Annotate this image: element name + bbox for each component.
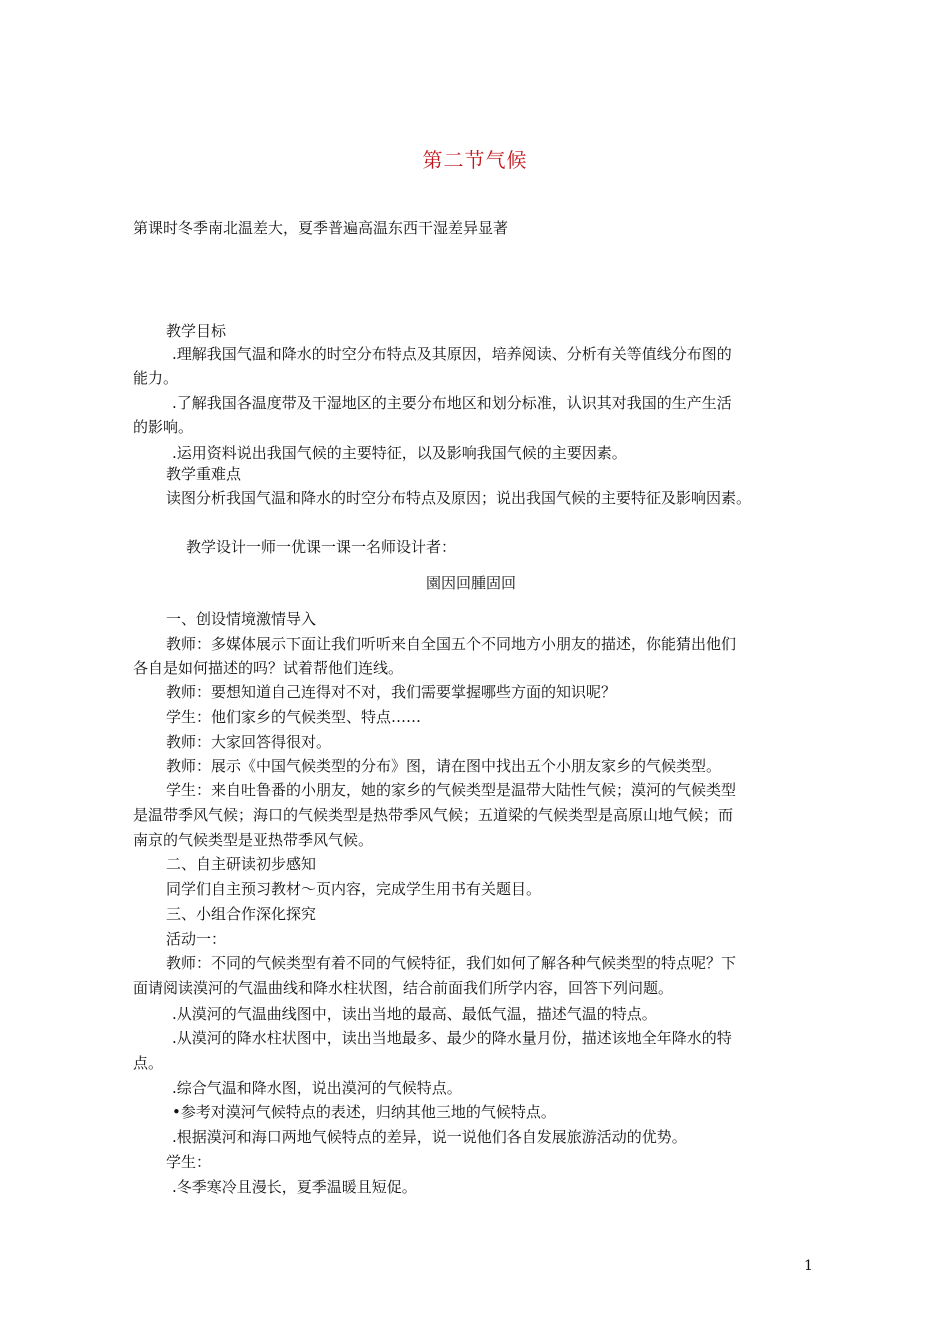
student-label: 学生： bbox=[166, 1153, 212, 1171]
document-title: 第二节气候 bbox=[422, 148, 528, 172]
question-2-line-1: .从漠河的降水柱状图中，读出当地最多、最少的降水量月份，描述该地全年降水的特 bbox=[172, 1029, 732, 1047]
paragraph-8-line-1: 教师：不同的气候类型有着不同的气候特征，我们如何了解各种气候类型的特点呢？下 bbox=[166, 954, 737, 972]
goal-1-line-1: .理解我国气温和降水的时空分布特点及其原因，培养阅读、分析有关等值线分布图的 bbox=[172, 345, 732, 363]
goal-1-line-2: 能力。 bbox=[133, 369, 179, 387]
paragraph-5: 教师：展示《中国气候类型的分布》图，请在图中找出五个小朋友家乡的气候类型。 bbox=[166, 757, 722, 775]
section-1-heading: 一、创设情境激情导入 bbox=[166, 610, 317, 628]
paragraph-4: 教师：大家回答得很对。 bbox=[166, 733, 332, 751]
goal-2-line-1: .了解我国各温度带及干湿地区的主要分布地区和划分标准，认识其对我国的生产生活 bbox=[172, 394, 732, 412]
section-2-heading: 二、自主研读初步感知 bbox=[166, 855, 317, 873]
question-2-line-2: 点。 bbox=[133, 1054, 164, 1072]
image-placeholder-text: 園因回腫固回 bbox=[426, 574, 517, 592]
goal-3: .运用资料说出我国气候的主要特征，以及影响我国气候的主要因素。 bbox=[172, 444, 627, 462]
goals-heading: 教学目标 bbox=[166, 322, 227, 340]
key-points-heading: 教学重难点 bbox=[166, 465, 242, 483]
paragraph-1-line-2: 各自是如何描述的吗？试着帮他们连线。 bbox=[133, 659, 404, 677]
lesson-subtitle: 第课时冬季南北温差大，夏季普遍高温东西干湿差异显著 bbox=[133, 219, 509, 237]
paragraph-1-line-1: 教师：多媒体展示下面让我们听听来自全国五个不同地方小朋友的描述，你能猜出他们 bbox=[166, 635, 737, 653]
goal-2-line-2: 的影响。 bbox=[133, 418, 194, 436]
question-4: •参考对漠河气候特点的表述，归纳其他三地的气候特点。 bbox=[172, 1103, 556, 1121]
paragraph-6-line-3: 南京的气候类型是亚热带季风气候。 bbox=[133, 831, 374, 849]
activity-1-label: 活动一： bbox=[166, 930, 227, 948]
paragraph-7: 同学们自主预习教材～页内容，完成学生用书有关题目。 bbox=[166, 880, 542, 898]
paragraph-2: 教师：要想知道自己连得对不对，我们需要掌握哪些方面的知识呢？ bbox=[166, 683, 617, 701]
paragraph-3: 学生：他们家乡的气候类型、特点…… bbox=[166, 708, 422, 726]
question-5: .根据漠河和海口两地气候特点的差异，说一说他们各自发展旅游活动的优势。 bbox=[172, 1128, 687, 1146]
question-1: .从漠河的气温曲线图中，读出当地的最高、最低气温，描述气温的特点。 bbox=[172, 1005, 657, 1023]
section-3-heading: 三、小组合作深化探究 bbox=[166, 905, 317, 923]
design-line: 教学设计一师一优课一课一名师设计者： bbox=[186, 538, 457, 556]
key-points-text: 读图分析我国气温和降水的时空分布特点及原因；说出我国气候的主要特征及影响因素。 bbox=[166, 489, 752, 507]
paragraph-8-line-2: 面请阅读漠河的气温曲线和降水柱状图，结合前面我们所学内容，回答下列问题。 bbox=[133, 979, 674, 997]
page-number: 1 bbox=[804, 1258, 813, 1274]
question-3: .综合气温和降水图，说出漠河的气候特点。 bbox=[172, 1079, 462, 1097]
paragraph-6-line-1: 学生：来自吐鲁番的小朋友，她的家乡的气候类型是温带大陆性气候；漠河的气候类型 bbox=[166, 781, 737, 799]
paragraph-6-line-2: 是温带季风气候；海口的气候类型是热带季风气候；五道梁的气候类型是高原山地气候；而 bbox=[133, 806, 734, 824]
answer-1: .冬季寒冷且漫长，夏季温暖且短促。 bbox=[172, 1178, 417, 1196]
